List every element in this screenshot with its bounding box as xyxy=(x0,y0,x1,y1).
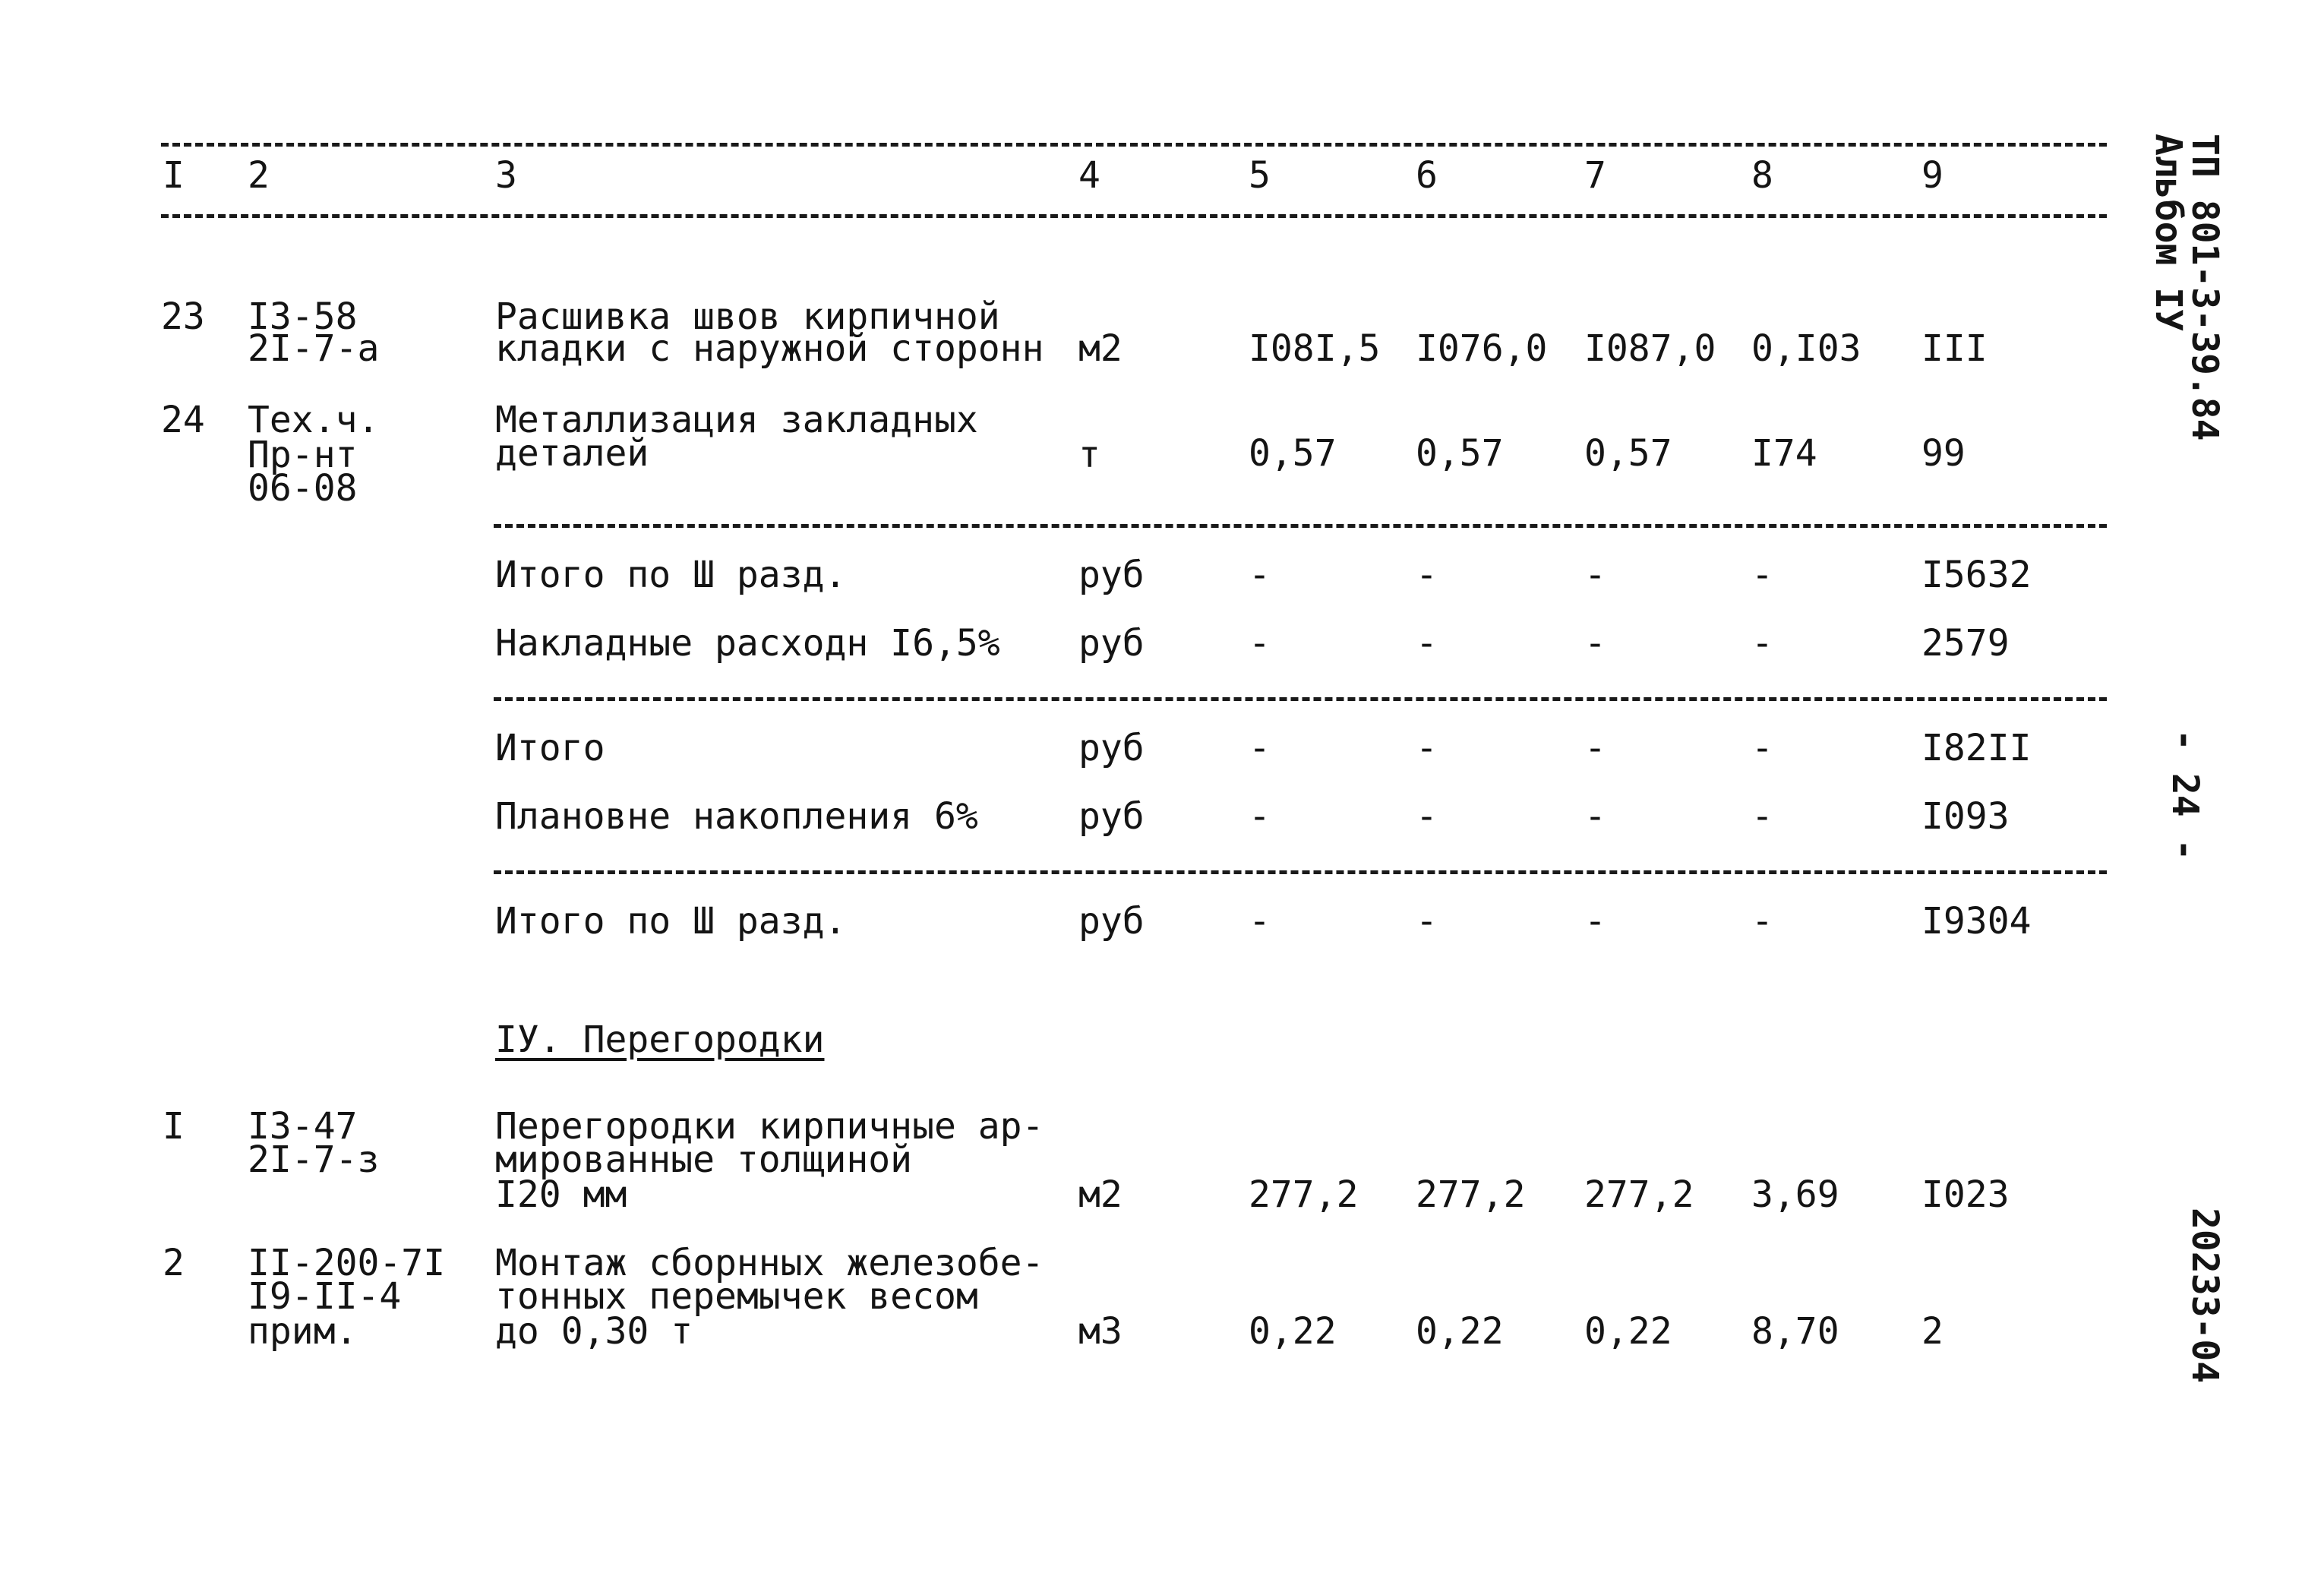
work-description: Металлизация закладных xyxy=(495,399,978,441)
total-label: Итого по Ш разд. xyxy=(495,900,847,943)
value-col5: 0,57 xyxy=(1249,432,1337,475)
row-number: 24 xyxy=(161,399,205,441)
value-col5: - xyxy=(1249,795,1271,838)
value-col7: - xyxy=(1584,727,1606,769)
value-col9: I5632 xyxy=(1921,554,2032,596)
value-col8: - xyxy=(1751,727,1773,769)
work-description: тонных перемычек весом xyxy=(495,1275,978,1318)
value-col5: 0,22 xyxy=(1249,1310,1337,1353)
unit: т xyxy=(1078,434,1100,476)
value-col6: - xyxy=(1416,900,1438,943)
value-col5: I08I,5 xyxy=(1249,327,1381,370)
unit: м3 xyxy=(1078,1310,1123,1353)
work-description: Монтаж сборнных железобе- xyxy=(495,1242,1044,1284)
column-header-6: 6 xyxy=(1416,154,1438,197)
value-col8: 0,I03 xyxy=(1751,327,1861,370)
value-col6: - xyxy=(1416,727,1438,769)
header-rule-top xyxy=(161,143,2107,147)
value-col6: 0,57 xyxy=(1416,432,1504,475)
column-header-5: 5 xyxy=(1249,154,1271,197)
norm-code: прим. xyxy=(248,1310,358,1353)
value-col8: I74 xyxy=(1751,432,1817,475)
inventory-number: 20233-04 xyxy=(2183,1208,2226,1384)
value-col6: 0,22 xyxy=(1416,1310,1504,1353)
norm-code: 06-08 xyxy=(248,467,358,510)
value-col7: 0,57 xyxy=(1584,432,1672,475)
value-col5: - xyxy=(1249,622,1271,665)
value-col9: I9304 xyxy=(1921,900,2032,943)
value-col7: - xyxy=(1584,900,1606,943)
value-col8: 8,70 xyxy=(1751,1310,1839,1353)
norm-code: I9-II-4 xyxy=(248,1275,402,1318)
value-col6: - xyxy=(1416,554,1438,596)
value-col6: - xyxy=(1416,795,1438,838)
work-description: кладки с наружной сторонн xyxy=(495,327,1044,370)
value-col5: - xyxy=(1249,554,1271,596)
work-description: мированные толщиной xyxy=(495,1138,913,1181)
work-description: I20 мм xyxy=(495,1173,627,1216)
value-col9: 2 xyxy=(1921,1310,1944,1353)
column-header-7: 7 xyxy=(1584,154,1606,197)
unit: руб xyxy=(1078,795,1145,838)
norm-code: 2I-7-з xyxy=(248,1138,380,1181)
column-header-8: 8 xyxy=(1751,154,1773,197)
value-col9: 2579 xyxy=(1921,622,2010,665)
page-number: - 24 - xyxy=(2164,729,2206,861)
value-col7: - xyxy=(1584,554,1606,596)
work-description: деталей xyxy=(495,432,649,475)
unit: м2 xyxy=(1078,327,1123,370)
subtotal-rule xyxy=(494,870,2107,874)
column-header-2: 2 xyxy=(248,154,270,197)
total-label: Плановне накопления 6% xyxy=(495,795,978,838)
work-description: до 0,30 т xyxy=(495,1310,693,1353)
value-col9: I82II xyxy=(1921,727,2032,769)
value-col9: 99 xyxy=(1921,432,1966,475)
value-col5: - xyxy=(1249,900,1271,943)
column-header-1: I xyxy=(163,154,185,197)
unit: руб xyxy=(1078,727,1145,769)
norm-code: II-200-7I xyxy=(248,1242,446,1284)
value-col9: I023 xyxy=(1921,1173,2010,1216)
work-description: Перегородки кирпичные ар- xyxy=(495,1105,1044,1148)
work-description: Расшивка швов кирпичной xyxy=(495,295,1000,338)
value-col5: - xyxy=(1249,727,1271,769)
value-col7: 277,2 xyxy=(1584,1173,1694,1216)
value-col7: - xyxy=(1584,622,1606,665)
norm-code: I3-58 xyxy=(248,295,358,338)
norm-code: Пр-нт xyxy=(248,434,358,476)
unit: м2 xyxy=(1078,1173,1123,1216)
value-col6: - xyxy=(1416,622,1438,665)
header-rule-bottom xyxy=(161,214,2107,218)
value-col7: I087,0 xyxy=(1584,327,1716,370)
norm-code: Тех.ч. xyxy=(248,399,380,441)
value-col9: I093 xyxy=(1921,795,2010,838)
value-col7: 0,22 xyxy=(1584,1310,1672,1353)
unit: руб xyxy=(1078,622,1145,665)
column-header-4: 4 xyxy=(1078,154,1100,197)
column-header-3: 3 xyxy=(495,154,517,197)
subtotal-rule xyxy=(494,524,2107,528)
total-label: Итого по Ш разд. xyxy=(495,554,847,596)
value-col6: I076,0 xyxy=(1416,327,1548,370)
column-header-9: 9 xyxy=(1921,154,1944,197)
value-col8: - xyxy=(1751,554,1773,596)
norm-code: 2I-7-a xyxy=(248,327,380,370)
value-col7: - xyxy=(1584,795,1606,838)
value-col8: 3,69 xyxy=(1751,1173,1839,1216)
row-number: 23 xyxy=(161,295,205,338)
value-col8: - xyxy=(1751,900,1773,943)
document-code: ТП 801-3-39.84 xyxy=(2183,134,2226,441)
section-title: IУ. Перегородки xyxy=(495,1018,825,1061)
album-number: Альбом IУ xyxy=(2147,134,2190,332)
total-label: Итого xyxy=(495,727,605,769)
norm-code: I3-47 xyxy=(248,1105,358,1148)
value-col6: 277,2 xyxy=(1416,1173,1526,1216)
total-label: Накладные расходн I6,5% xyxy=(495,622,1000,665)
unit: руб xyxy=(1078,554,1145,596)
value-col8: - xyxy=(1751,622,1773,665)
value-col5: 277,2 xyxy=(1249,1173,1359,1216)
row-number: 2 xyxy=(163,1242,185,1284)
row-number: I xyxy=(163,1105,185,1148)
unit: руб xyxy=(1078,900,1145,943)
value-col9: III xyxy=(1921,327,1988,370)
value-col8: - xyxy=(1751,795,1773,838)
subtotal-rule xyxy=(494,697,2107,701)
